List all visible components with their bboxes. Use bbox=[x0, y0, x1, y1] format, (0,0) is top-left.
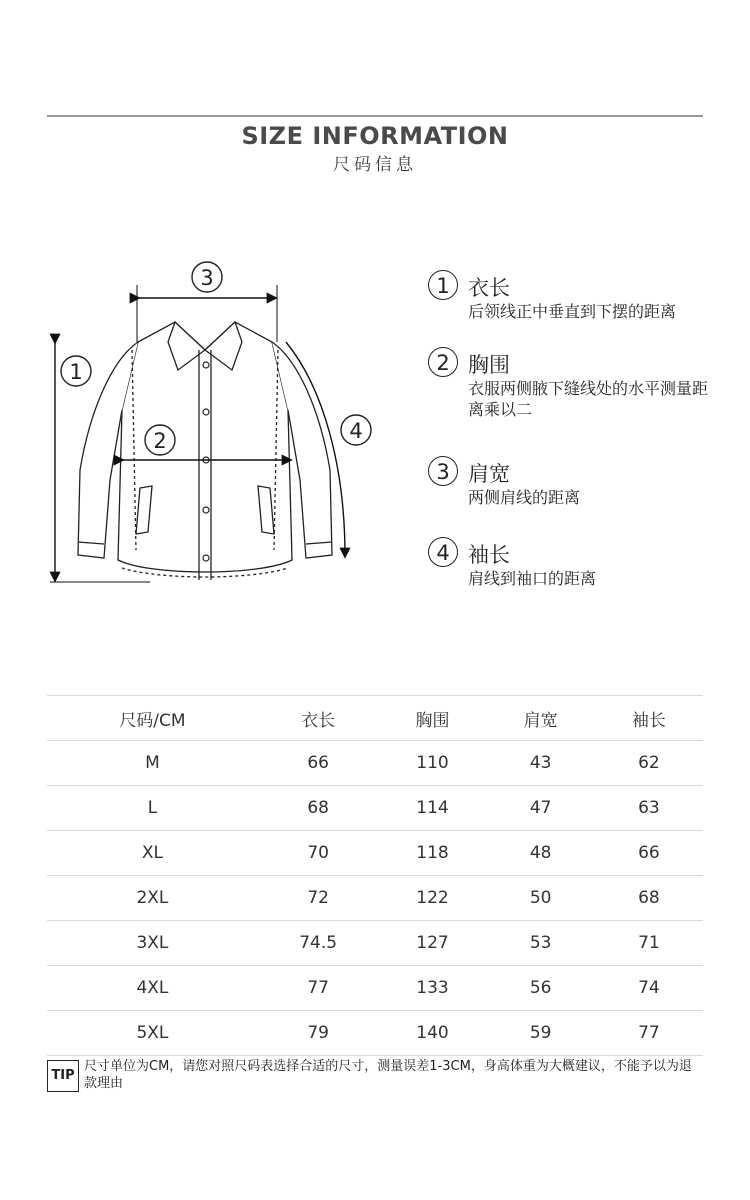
size-cell: L bbox=[47, 786, 258, 831]
table-row bbox=[47, 831, 703, 876]
size-cell: 4XL bbox=[47, 966, 258, 1011]
legend-number: 1 bbox=[428, 270, 458, 300]
marker-2: 2 bbox=[153, 429, 167, 453]
shoulder-cell: 43 bbox=[487, 741, 595, 786]
length-cell: 66 bbox=[258, 741, 378, 786]
size-cell: 2XL bbox=[47, 876, 258, 921]
page-subtitle: 尺码信息 bbox=[333, 155, 417, 175]
legend-description: 两侧肩线的距离 bbox=[468, 488, 581, 507]
sleeve-cell: 71 bbox=[595, 921, 703, 966]
table-row bbox=[47, 876, 703, 921]
shoulder-cell: 56 bbox=[487, 966, 595, 1011]
top-divider bbox=[47, 115, 703, 117]
legend-number: 4 bbox=[428, 537, 458, 567]
sleeve-cell: 63 bbox=[595, 786, 703, 831]
table-row bbox=[47, 1011, 703, 1056]
header-length: 衣长 bbox=[258, 696, 378, 741]
table-row bbox=[47, 741, 703, 786]
legend-title: 袖长 bbox=[468, 543, 510, 567]
tip-text: 尺寸单位为CM，请您对照尺码表选择合适的尺寸，测量误差1-3CM，身高体重为大概建议，不能予以为退款理由 bbox=[84, 1059, 692, 1091]
header-chest: 胸围 bbox=[378, 696, 486, 741]
shoulder-cell: 47 bbox=[487, 786, 595, 831]
chest-cell: 118 bbox=[378, 831, 486, 876]
table-row bbox=[47, 786, 703, 831]
sleeve-cell: 74 bbox=[595, 966, 703, 1011]
shirt-illustration bbox=[78, 322, 332, 580]
length-cell: 79 bbox=[258, 1011, 378, 1056]
table-row bbox=[47, 921, 703, 966]
marker-1: 1 bbox=[69, 360, 83, 384]
shoulder-cell: 53 bbox=[487, 921, 595, 966]
length-cell: 74.5 bbox=[258, 921, 378, 966]
legend-title: 肩宽 bbox=[468, 462, 510, 486]
shoulder-cell: 59 bbox=[487, 1011, 595, 1056]
shoulder-cell: 48 bbox=[487, 831, 595, 876]
page-title: SIZE INFORMATION bbox=[241, 122, 509, 150]
sleeve-cell: 68 bbox=[595, 876, 703, 921]
chest-cell: 140 bbox=[378, 1011, 486, 1056]
chest-cell: 127 bbox=[378, 921, 486, 966]
header-size: 尺码/CM bbox=[47, 696, 258, 741]
length-cell: 70 bbox=[258, 831, 378, 876]
chest-cell: 122 bbox=[378, 876, 486, 921]
legend-description: 衣服两侧腋下缝线处的水平测量距离乘以二 bbox=[468, 379, 709, 419]
legend-title: 衣长 bbox=[468, 276, 510, 300]
chest-cell: 110 bbox=[378, 741, 486, 786]
sleeve-cell: 62 bbox=[595, 741, 703, 786]
table-row bbox=[47, 966, 703, 1011]
tip-badge: TIP bbox=[47, 1060, 79, 1092]
legend-number: 3 bbox=[428, 456, 458, 486]
legend-description: 后领线正中垂直到下摆的距离 bbox=[468, 302, 677, 321]
table-header-row bbox=[47, 696, 703, 741]
size-cell: M bbox=[47, 741, 258, 786]
length-cell: 68 bbox=[258, 786, 378, 831]
length-cell: 72 bbox=[258, 876, 378, 921]
header-sleeve: 袖长 bbox=[595, 696, 703, 741]
size-cell: 3XL bbox=[47, 921, 258, 966]
legend-number: 2 bbox=[428, 347, 458, 377]
shoulder-cell: 50 bbox=[487, 876, 595, 921]
legend-title: 胸围 bbox=[468, 353, 510, 377]
marker-3: 3 bbox=[200, 266, 214, 290]
chest-cell: 114 bbox=[378, 786, 486, 831]
legend-description: 肩线到袖口的距离 bbox=[468, 569, 597, 588]
size-cell: XL bbox=[47, 831, 258, 876]
chest-cell: 133 bbox=[378, 966, 486, 1011]
tip-note bbox=[47, 1056, 703, 1096]
sleeve-cell: 77 bbox=[595, 1011, 703, 1056]
size-table bbox=[47, 695, 703, 1056]
sleeve-cell: 66 bbox=[595, 831, 703, 876]
shirt-measurement-diagram bbox=[40, 250, 390, 595]
size-cell: 5XL bbox=[47, 1011, 258, 1056]
length-cell: 77 bbox=[258, 966, 378, 1011]
marker-4: 4 bbox=[349, 419, 363, 443]
header-shoulder: 肩宽 bbox=[487, 696, 595, 741]
